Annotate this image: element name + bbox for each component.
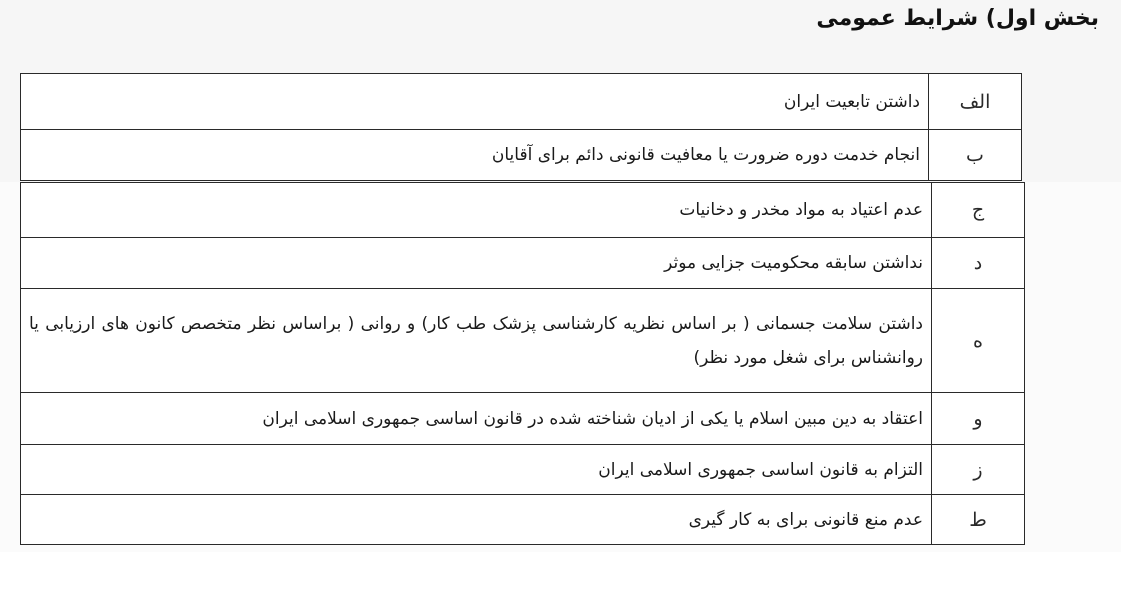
table-row <box>21 183 1025 238</box>
row-text: عدم منع قانونی برای به کار گیری <box>21 495 932 545</box>
table-row <box>21 289 1025 393</box>
row-letter: ز <box>932 445 1025 495</box>
section-heading: بخش اول) شرایط عمومی <box>816 6 1099 31</box>
table-row <box>21 130 1022 181</box>
table-row <box>21 445 1025 495</box>
row-letter: ط <box>932 495 1025 545</box>
row-letter: ب <box>929 130 1022 181</box>
row-text: انجام خدمت دوره ضرورت یا معافیت قانونی دائم برای آقایان <box>21 130 929 181</box>
row-text: داشتن تابعیت ایران <box>21 74 929 130</box>
row-letter: ج <box>932 183 1025 238</box>
row-letter: ه <box>932 289 1025 393</box>
row-letter: د <box>932 238 1025 289</box>
conditions-table-part-2 <box>20 182 1025 545</box>
row-text: التزام به قانون اساسی جمهوری اسلامی ایران <box>21 445 932 495</box>
table-row <box>21 74 1022 130</box>
row-text: داشتن سلامت جسمانی ( بر اساس نظریه کارشناسی پزشک طب کار) و روانی ( براساس نظر متخصص کانون های ارزیابی یا روانشناس برای شغل مورد نظر) <box>21 289 932 393</box>
table-row <box>21 238 1025 289</box>
row-letter: الف <box>929 74 1022 130</box>
row-text: عدم اعتیاد به مواد مخدر و دخانیات <box>21 183 932 238</box>
conditions-table-part-1 <box>20 73 1022 181</box>
table-row <box>21 495 1025 545</box>
row-text: نداشتن سابقه محکومیت جزایی موثر <box>21 238 932 289</box>
row-letter: و <box>932 393 1025 445</box>
row-text: اعتقاد به دین مبین اسلام یا یکی از ادیان شناخته شده در قانون اساسی جمهوری اسلامی ایران <box>21 393 932 445</box>
table-row <box>21 393 1025 445</box>
